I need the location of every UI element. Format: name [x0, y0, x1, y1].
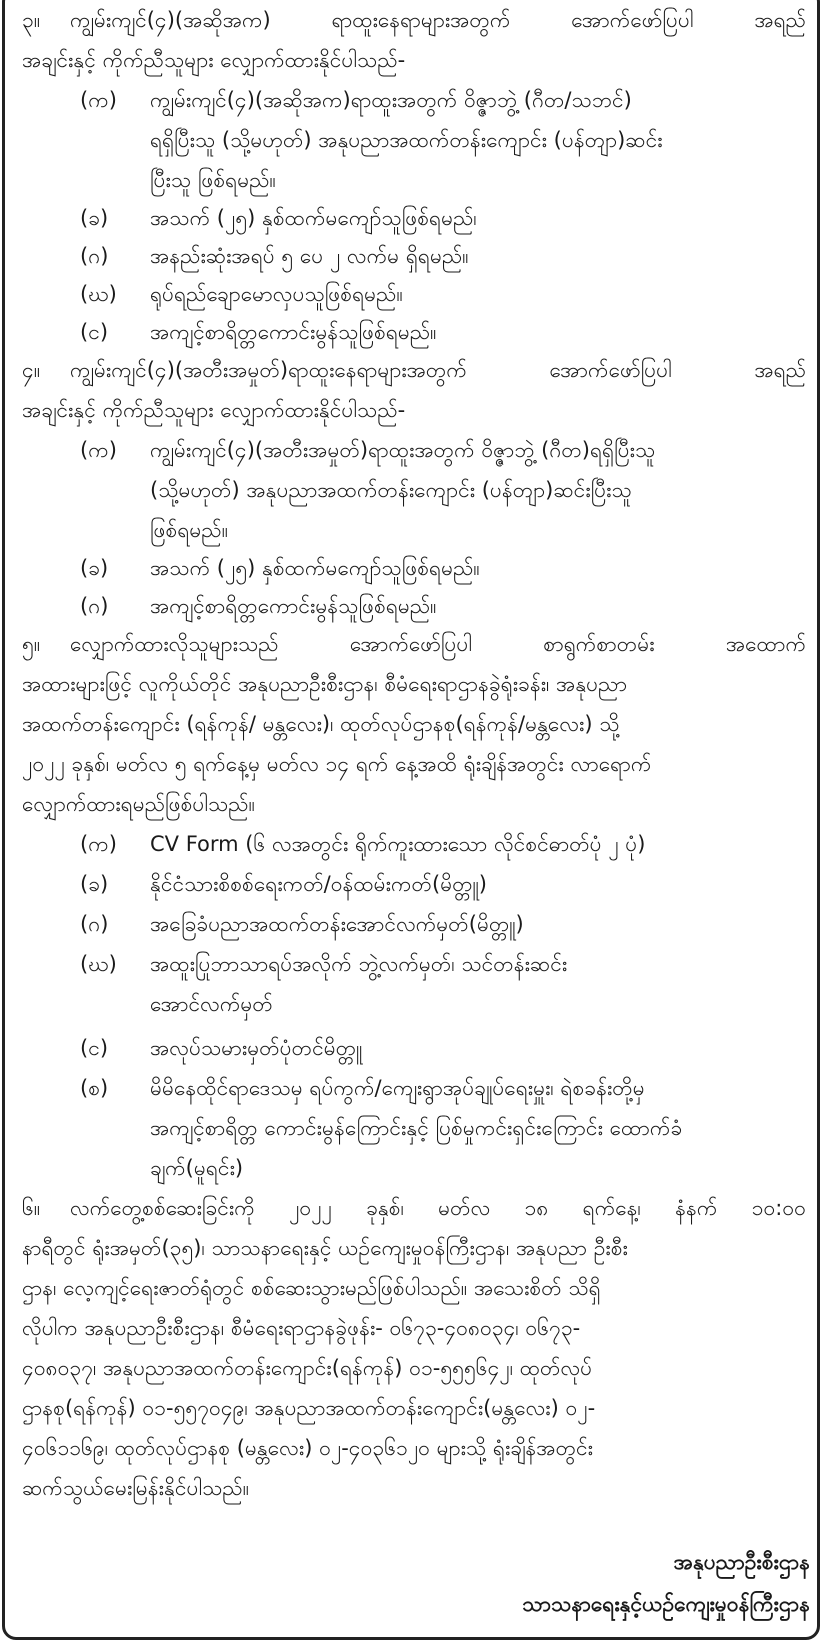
section-5-line-2: အထားများဖြင့် လူကိုယ်တိုင် အနုပညာဦးစီးဌာန၊ စီမံရေးရာဌာနခွဲရုံးခန်း၊ အနုပညာ	[22, 672, 628, 696]
section-4-item-ka-line-3: ဖြစ်ရမည်။	[150, 518, 229, 542]
section-4-line-1: ၄။ ကျွမ်းကျင်(၄)(အတီးအမှုတ်)ရာထူးနေရာများအတွက် အောက်ဖော်ပြပါ အရည်	[22, 352, 806, 388]
section-2-item-ka-line-2: ရရှိပြီးသူ (သို့မဟုတ်) အနုပညာအထက်တန်းကျောင်း (ပန်တျာ)ဆင်း	[150, 128, 663, 152]
section-5-item-sa: (စ) မိမိနေထိုင်ရာဒေသမှ ရပ်ကွက်/ကျေးရွာအုပ်ချုပ်ရေးမှူး၊ ရဲစခန်းတို့မှ	[80, 1076, 645, 1100]
section-4-number: ၄။	[22, 358, 41, 382]
section-2-line-1: ၃။ ကျွမ်းကျင်(၄)(အဆိုအက) ရာထူးနေရာများအတွက် အောက်ဖော်ပြပါ အရည်	[22, 2, 806, 38]
section-5-line-5: လျှောက်ထားရမည်ဖြစ်ပါသည်။	[22, 792, 255, 816]
section-2-item-ka: (က) ကျွမ်းကျင်(၄)(အဆိုအက)ရာထူးအတွက် ဝိဇ္ဇာဘွဲ့ (ဂီတ/သဘင်)	[80, 88, 632, 112]
section-6-line-2: နာရီတွင် ရုံးအမှတ်(၃၅)၊ သာသနာရေးနှင့် ယဉ်ကျေးမှုဝန်ကြီးဌာန၊ အနုပညာ ဦးစီး	[22, 1236, 628, 1260]
section-2-item-kha: (ခ) အသက် (၂၅) နှစ်ထက်မကျော်သူဖြစ်ရမည်၊	[80, 206, 477, 230]
section-5-item-kha: (ခ) နိုင်ငံသားစိစစ်ရေးကတ်/ဝန်ထမ်းကတ်(မိတ္တူ)	[80, 872, 487, 896]
section-5-item-gha-line-2: အောင်လက်မှတ်	[150, 992, 273, 1016]
section-2-line-2: အချင်းနှင့် ကိုက်ညီသူများ လျှောက်ထားနိုင်ပါသည်-	[22, 48, 406, 72]
section-5-item-sa-line-2: အကျင့်စာရိတ္တ ကောင်းမွန်ကြောင်းနှင့် ပြစ်မှုကင်းရှင်းကြောင်း ထောက်ခံ	[150, 1116, 683, 1140]
section-6-line-8: ဆက်သွယ်မေးမြန်းနိုင်ပါသည်။	[22, 1476, 250, 1500]
section-6-line-1: ၆။ လက်တွေ့စစ်ဆေးခြင်းကို ၂၀၂၂ ခုနှစ်၊ မတ်လ ၁၈ ရက်နေ့၊ နံနက် ၁၀:၀၀	[22, 1190, 806, 1226]
section-5-line-1: ၅။ လျှောက်ထားလိုသူများသည် အောက်ဖော်ပြပါ စာရွက်စာတမ်း အထောက်	[22, 626, 806, 662]
section-2-item-ka-line-3: ပြီးသူ ဖြစ်ရမည်။	[150, 168, 276, 192]
section-4-item-ka: (က) ကျွမ်းကျင်(၄)(အတီးအမှုတ်)ရာထူးအတွက် ဝိဇ္ဇာဘွဲ့ (ဂီတ)ရရှိပြီးသူ	[80, 438, 656, 462]
section-2-item-ga: (ဂ) အနည်းဆုံးအရပ် ၅ ပေ ၂ လက်မ ရှိရမည်။	[80, 244, 469, 268]
section-2-item-gha: (ဃ) ရုပ်ရည်ချောမောလှပသူဖြစ်ရမည်။	[80, 282, 403, 306]
signature-department: အနုပညာဦးစီးဌာန	[673, 1550, 810, 1574]
section-2-item-nga: (င) အကျင့်စာရိတ္တကောင်းမွန်သူဖြစ်ရမည်။	[80, 320, 437, 344]
section-5-item-nga: (င) အလုပ်သမားမှတ်ပုံတင်မိတ္တူ	[80, 1036, 363, 1060]
signature-ministry: သာသနာရေးနှင့်ယဉ်ကျေးမှုဝန်ကြီးဌာန	[522, 1592, 810, 1616]
section-5-item-ga: (ဂ) အခြေခံပညာအထက်တန်းအောင်လက်မှတ်(မိတ္တူ)	[80, 912, 524, 936]
section-4-item-ga: (ဂ) အကျင့်စာရိတ္တကောင်းမွန်သူဖြစ်ရမည်။	[80, 594, 437, 618]
section-6-number: ၆။	[22, 1196, 41, 1220]
section-5-item-ka: (က) CV Form (၆ လအတွင်း ရိုက်ကူးထားသော လိုင်စင်ဓာတ်ပုံ ၂ ပုံ)	[80, 832, 646, 856]
section-5-number: ၅။	[22, 632, 41, 656]
section-4-line-2: အချင်းနှင့် ကိုက်ညီသူများ လျှောက်ထားနိုင်ပါသည်-	[22, 398, 406, 422]
section-6-line-3: ဌာန၊ လေ့ကျင့်ရေးဇာတ်ရုံတွင် စစ်ဆေးသွားမည်ဖြစ်ပါသည်။ အသေးစိတ် သိရှိ	[22, 1276, 601, 1300]
section-4-item-ka-line-2: (သို့မဟုတ်) အနုပညာအထက်တန်းကျောင်း (ပန်တျာ)ဆင်းပြီးသူ	[150, 478, 632, 502]
section-5-line-4: ၂၀၂၂ ခုနှစ်၊ မတ်လ ၅ ရက်နေ့မှ မတ်လ ၁၄ ရက် နေ့အထိ ရုံးချိန်အတွင်း လာရောက်	[22, 752, 652, 776]
section-2-number: ၃။	[22, 8, 41, 32]
section-6-line-5: ၄၀၈၀၃၇၊ အနုပညာအထက်တန်းကျောင်း(ရန်ကုန်) ၀၁-၅၅၅၆၄၂၊ ထုတ်လုပ်	[22, 1356, 593, 1380]
section-5-item-gha: (ဃ) အထူးပြုဘာသာရပ်အလိုက် ဘွဲ့လက်မှတ်၊ သင်တန်းဆင်း	[80, 952, 568, 976]
section-6-line-7: ၄၀၆၁၁၆၉၊ ထုတ်လုပ်ဌာနစု (မန္တလေး) ၀၂-၄၀၃၆၁၂၀ များသို့ ရုံးချိန်အတွင်း	[22, 1436, 593, 1460]
section-6-line-6: ဌာနစု(ရန်ကုန်) ၀၁-၅၅၇၀၄၉၊ အနုပညာအထက်တန်းကျောင်း(မန္တလေး) ၀၂-	[22, 1396, 596, 1420]
section-6-line-4: လိုပါက အနုပညာဦးစီးဌာန၊ စီမံရေးရာဌာနခွဲဖုန်း- ၀၆၇၃-၄၀၈၀၃၄၊ ၀၆၇၃-	[22, 1316, 581, 1340]
section-5-line-3: အထက်တန်းကျောင်း (ရန်ကုန်/ မန္တလေး)၊ ထုတ်လုပ်ဌာနစု(ရန်ကုန်/မန္တလေး) သို့	[22, 712, 620, 736]
section-4-item-kha: (ခ) အသက် (၂၅) နှစ်ထက်မကျော်သူဖြစ်ရမည်။	[80, 556, 480, 580]
section-5-item-sa-line-3: ချက်(မူရင်း)	[150, 1156, 244, 1180]
